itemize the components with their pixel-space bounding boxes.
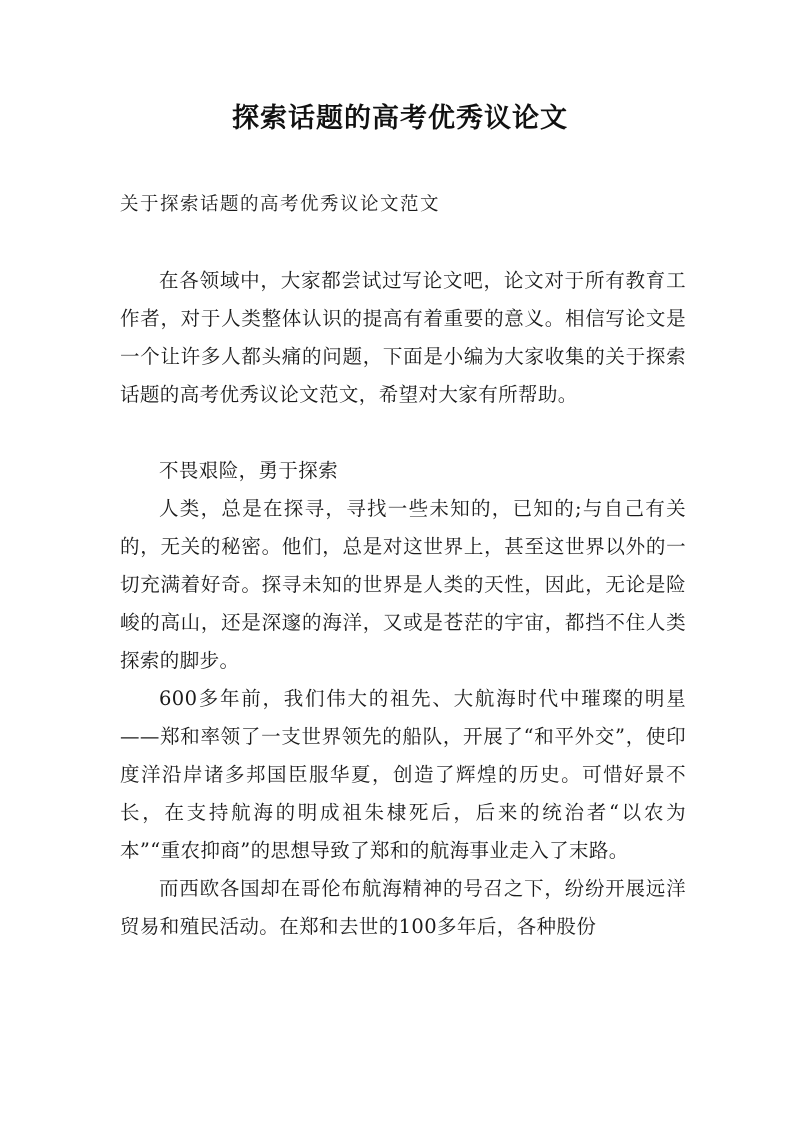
body-paragraph-3: 而西欧各国却在哥伦布航海精神的号召之下，纷纷开展远洋贸易和殖民活动。在郑和去世的100多年后，各种股份 (120, 877, 686, 938)
section-heading: 不畏艰险，勇于探索 (159, 459, 339, 482)
intro-paragraph: 在各领域中，大家都尝试过写论文吧，论文对于所有教育工作者，对于人类整体认识的提高有着重要的意义。相信写论文是一个让许多人都头痛的问题，下面是小编为大家收集的关于探索话题的高考优秀议论文范文，希望对大家有所帮助。 (120, 269, 686, 406)
paragraph-spacer (120, 414, 686, 452)
document-subtitle: 关于探索话题的高考优秀议论文范文 (120, 194, 441, 215)
document-body (120, 262, 686, 946)
body-paragraph-2: 600多年前，我们伟大的祖先、大航海时代中璀璨的明星——郑和率领了一支世界领先的船队，开展了“和平外交”，使印度洋沿岸诸多邦国臣服华夏，创造了辉煌的历史。可惜好景不长，在支持航海的明成祖朱棣死后，后来的统治者“以农为本”“重农抑商”的思想导致了郑和的航海事业走入了末路。 (120, 687, 686, 862)
document-title: 探索话题的高考优秀议论文 (232, 103, 568, 134)
body-paragraph-1: 人类，总是在探寻，寻找一些未知的，已知的;与自己有关的，无关的秘密。他们，总是对这世界上，甚至这世界以外的一切充满着好奇。探寻未知的世界是人类的天性，因此，无论是险峻的高山，还是深邃的海洋，又或是苍茫的宇宙，都挡不住人类探索的脚步。 (120, 497, 686, 672)
